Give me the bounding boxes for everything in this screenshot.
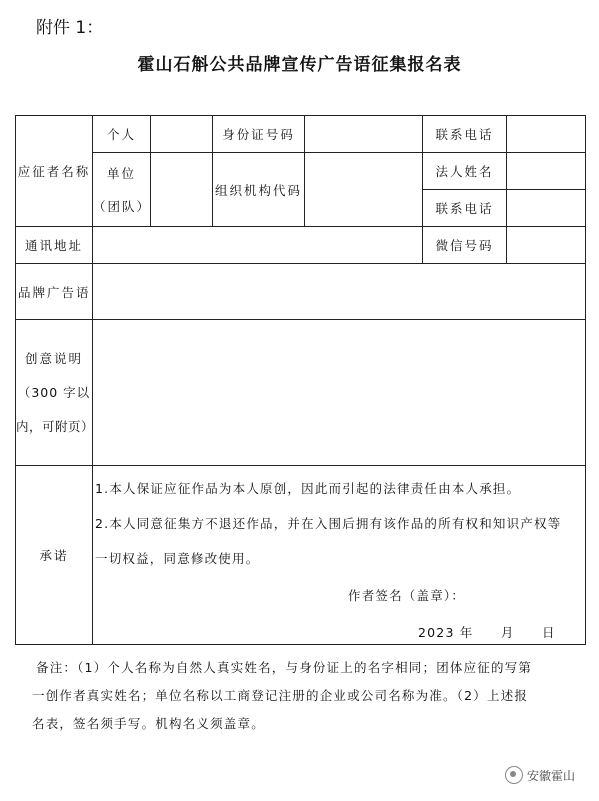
- contact-phone-2-label: 联系电话: [423, 190, 507, 227]
- legal-person-field[interactable]: [507, 153, 586, 190]
- slogan-label: 品牌广告语: [16, 264, 93, 320]
- id-number-label: 身份证号码: [213, 116, 305, 153]
- promise-label: 承诺: [16, 466, 93, 645]
- creative-desc-label: [16, 320, 93, 466]
- applicant-name-label: 应征者名称: [16, 116, 93, 227]
- notes-line-1: 备注：（1）个人名称为自然人真实姓名，与身份证上的名字相同；团体应征的写第: [36, 660, 533, 675]
- attachment-label: 附件 1：: [36, 18, 104, 38]
- promise-cell: [93, 466, 586, 645]
- watermark: [505, 766, 575, 784]
- registration-form: [15, 115, 586, 645]
- creative-desc-line-2: （300 字以: [17, 384, 91, 400]
- org-code-label: 组织机构代码: [213, 153, 305, 227]
- contact-phone-label: 联系电话: [423, 116, 507, 153]
- promise-line-2b: 一切权益，同意修改使用。: [95, 551, 260, 566]
- slogan-field[interactable]: [93, 264, 586, 320]
- contact-phone-2-field[interactable]: [507, 190, 586, 227]
- unit-team-label: [93, 153, 151, 227]
- wechat-field[interactable]: [507, 227, 586, 264]
- unit-name-field[interactable]: [151, 153, 213, 227]
- watermark-text: 安徽霍山: [527, 768, 576, 783]
- address-field[interactable]: [93, 227, 423, 264]
- team-label: （团队）: [93, 199, 152, 214]
- org-code-field[interactable]: [305, 153, 423, 227]
- notes-line-2: 一创作者真实姓名；单位名称以工商登记注册的企业或公司名称为准。（2）上述报: [32, 688, 529, 703]
- notes-line-3: 名表，签名须手写。机构名义须盖章。: [32, 716, 265, 731]
- contact-phone-field[interactable]: [507, 116, 586, 153]
- individual-name-field[interactable]: [151, 116, 213, 153]
- creative-desc-field[interactable]: [93, 320, 586, 466]
- individual-label: 个人: [93, 116, 151, 153]
- form-title: 霍山石斛公共品牌宣传广告语征集报名表: [137, 55, 462, 75]
- wechat-icon: [505, 766, 523, 784]
- notes: [32, 654, 571, 738]
- date-label: 2023 年 月 日: [418, 625, 556, 640]
- id-number-field[interactable]: [305, 116, 423, 153]
- creative-desc-line-3: 内，可附页）: [16, 418, 95, 434]
- creative-desc-line-1: 创意说明: [24, 350, 83, 366]
- legal-person-label: 法人姓名: [423, 153, 507, 190]
- address-label: 通讯地址: [16, 227, 93, 264]
- unit-label: 单位: [106, 166, 136, 181]
- promise-line-2a: 2.本人同意征集方不退还作品，并在入围后拥有该作品的所有权和知识产权等: [95, 516, 562, 531]
- wechat-label: 微信号码: [423, 227, 507, 264]
- signature-label: 作者签名（盖章）：: [348, 588, 466, 603]
- promise-line-1: 1.本人保证应征作品为本人原创，因此而引起的法律责任由本人承担。: [95, 481, 521, 496]
